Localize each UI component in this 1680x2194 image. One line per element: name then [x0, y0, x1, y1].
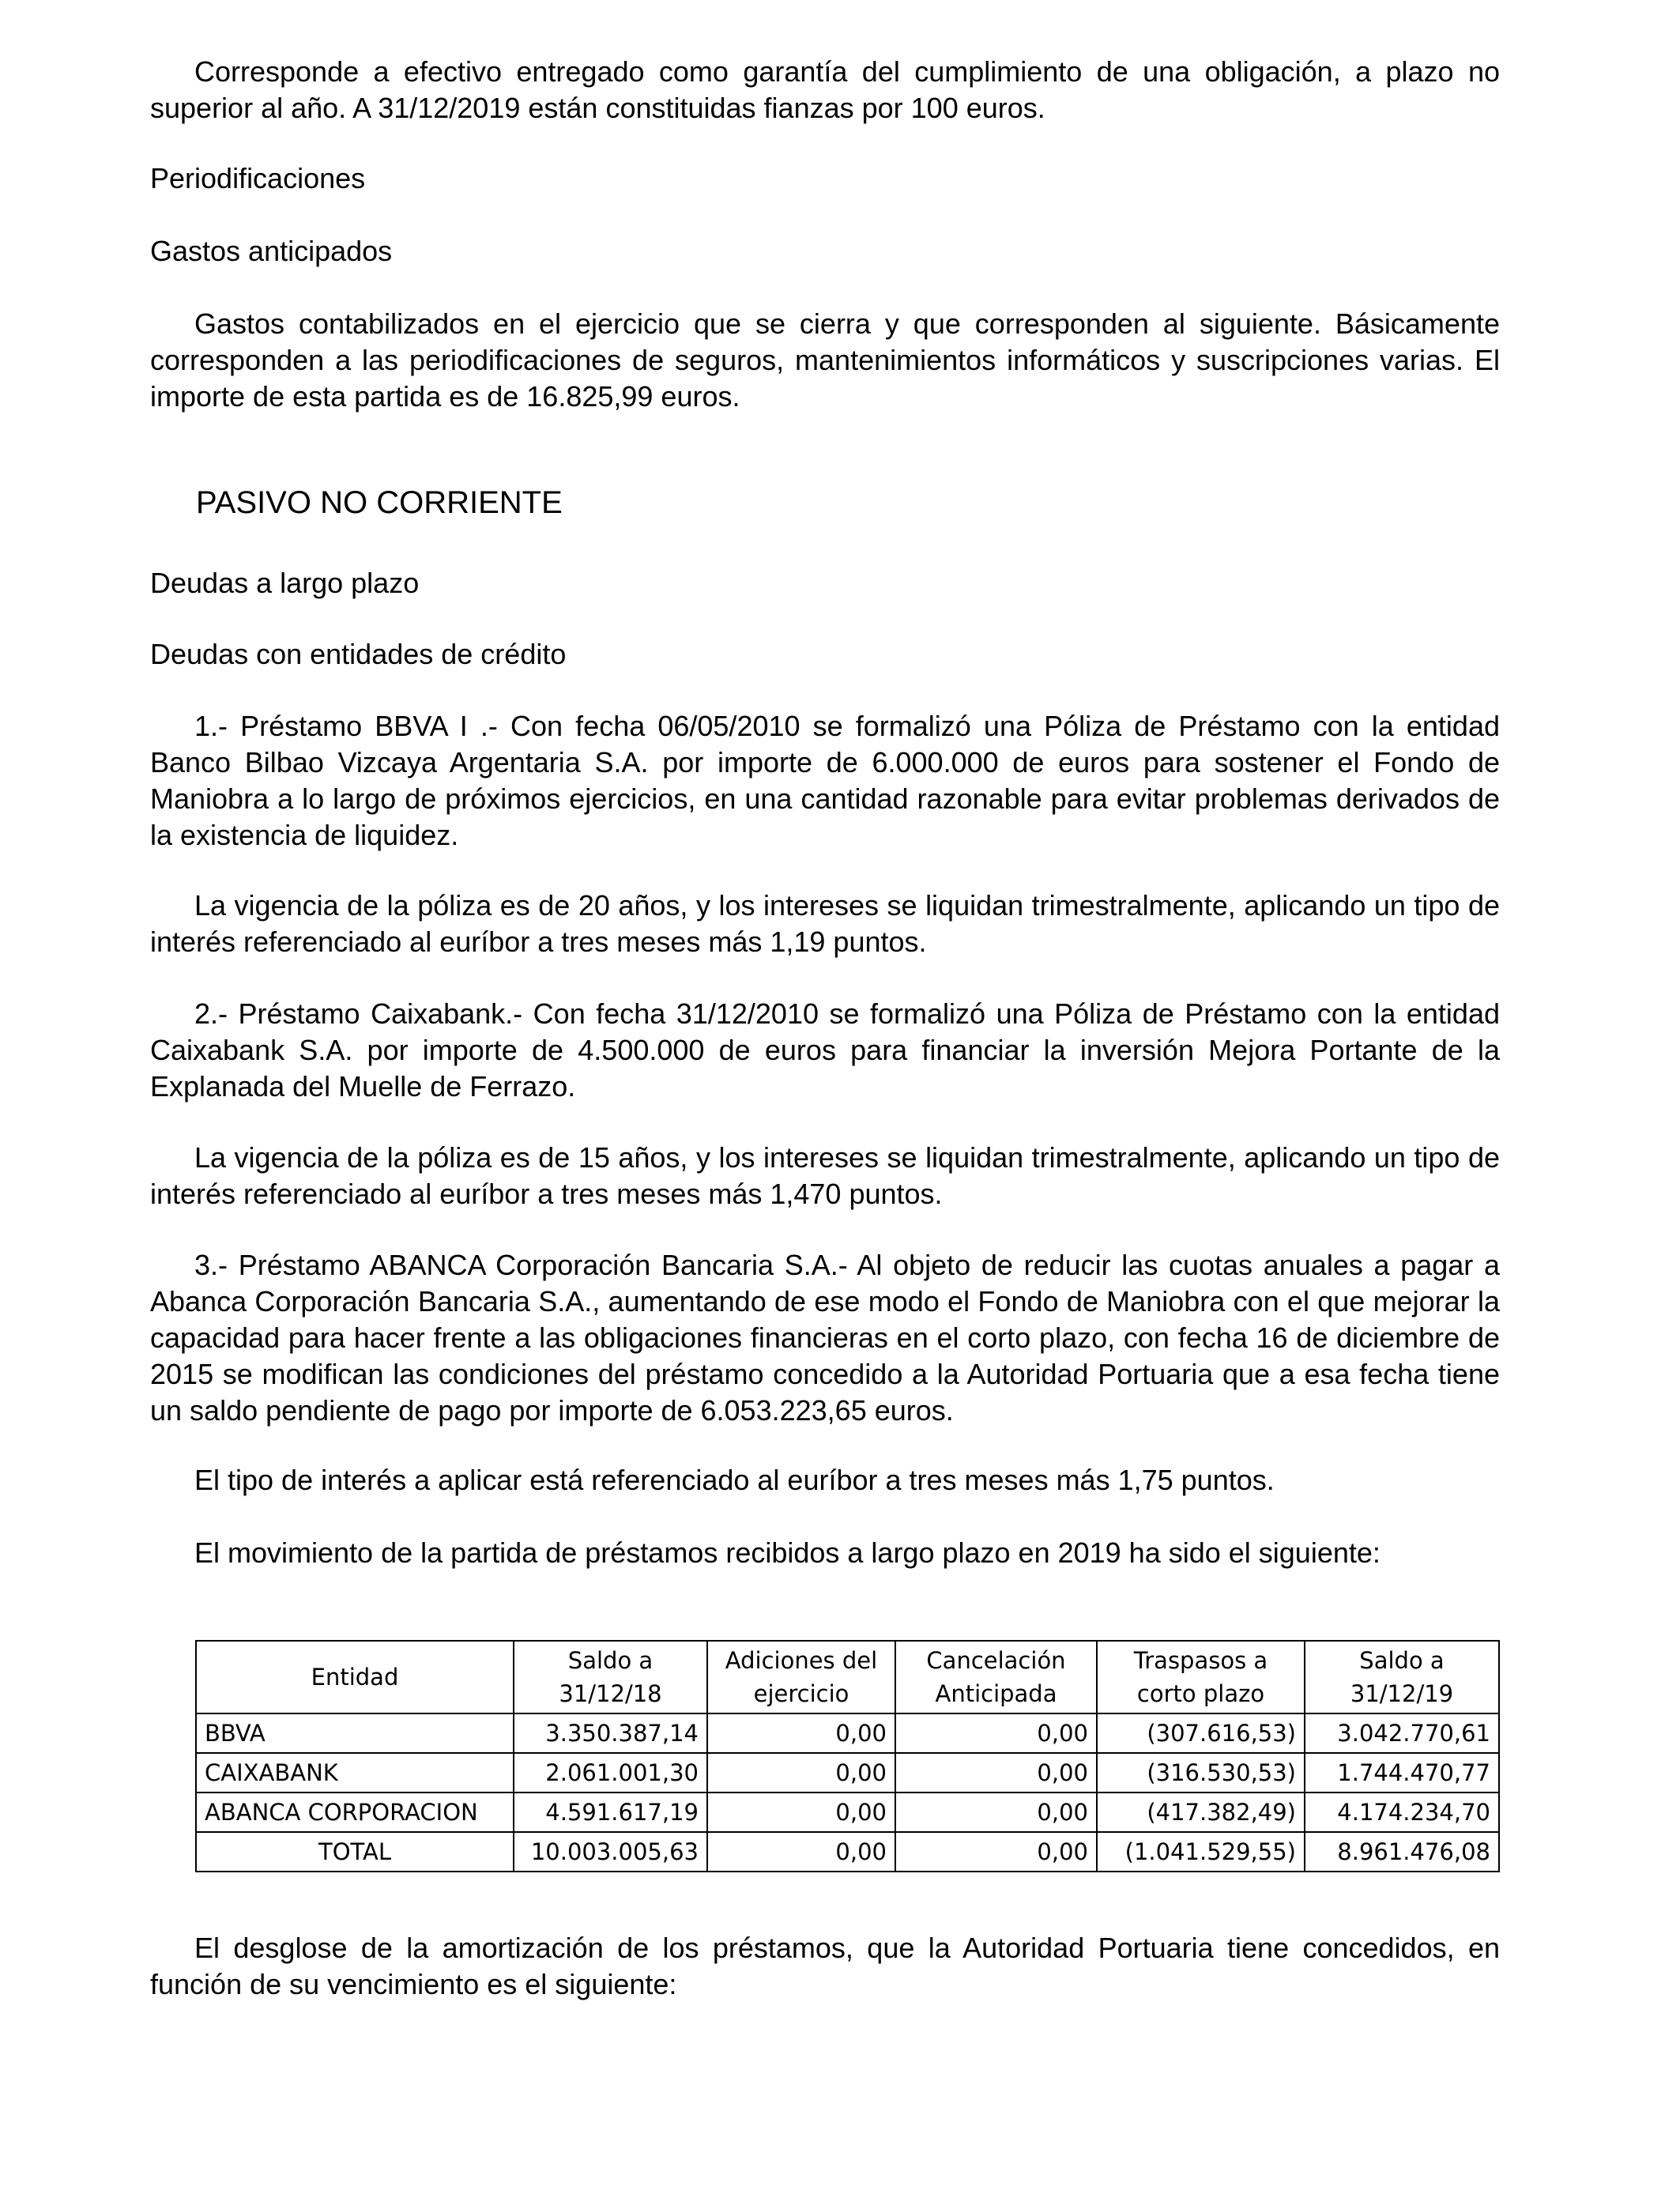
gastos-anticipados-paragraph: Gastos contabilizados en el ejercicio que se cierra y que corresponden al siguiente. Básicamente corresponden a las periodificaciones de seguros, mantenimientos informáticos y suscripciones varias. El importe de esta partida es de 16.825,99 euros. [150, 307, 1500, 413]
cell-traspasos: (316.530,53) [1097, 1753, 1305, 1793]
cell-saldo-final: 1.744.470,77 [1305, 1753, 1499, 1793]
table-header-row [196, 1641, 1499, 1713]
prestamo-abanca-paragraph: 3.- Préstamo ABANCA Corporación Bancaria S.A.- Al objeto de reducir las cuotas anuales a pagar a Abanca Corporación Bancaria S.A., aumentando de ese modo el Fondo de Maniobra con el que mejorar la capacidad para hacer frente a las obligaciones financieras en el corto plazo, con fecha 16 de diciembre de 2015 se modifican las condiciones del préstamo concedido a la Autoridad Portuaria que a esa fecha tiene un saldo pendiente de pago por importe de 6.053.223,65 euros. [150, 1249, 1500, 1427]
cell-saldo-final: 3.042.770,61 [1305, 1713, 1499, 1753]
cell-adiciones: 0,00 [707, 1793, 895, 1832]
bbva-vigencia-paragraph: La vigencia de la póliza es de 20 años, y los intereses se liquidan trimestralmente, aplicando un tipo de interés referenciado al euríbor a tres meses más 1,19 puntos. [150, 889, 1500, 958]
cell-saldo-inicial: 4.591.617,19 [514, 1793, 707, 1832]
caixabank-vigencia-paragraph: La vigencia de la póliza es de 15 años, y los intereses se liquidan trimestralmente, aplicando un tipo de interés referenciado al euríbor a tres meses más 1,470 puntos. [150, 1141, 1500, 1210]
deudas-largo-plazo-title: Deudas a largo plazo [150, 567, 420, 599]
movimiento-intro-paragraph: El movimiento de la partida de préstamos recibidos a largo plazo en 2019 ha sido el siguiente: [194, 1536, 1381, 1569]
header-adiciones: Adiciones del ejercicio [707, 1641, 895, 1713]
cell-adiciones: 0,00 [707, 1753, 895, 1793]
deudas-entidades-credito-title: Deudas con entidades de crédito [150, 638, 567, 670]
table-row [196, 1713, 1499, 1753]
header-saldo-final: Saldo a 31/12/19 [1305, 1641, 1499, 1713]
header-cancelacion: Cancelación Anticipada [895, 1641, 1097, 1713]
pasivo-no-corriente-heading: PASIVO NO CORRIENTE [196, 485, 563, 520]
cell-traspasos: (417.382,49) [1097, 1793, 1305, 1832]
header-entidad: Entidad [196, 1641, 514, 1713]
cell-total-saldo-inicial: 10.003.005,63 [514, 1832, 707, 1872]
gastos-anticipados-title: Gastos anticipados [150, 235, 393, 267]
table-total-row [196, 1832, 1499, 1872]
desglose-intro-paragraph: El desglose de la amortización de los préstamos, que la Autoridad Portuaria tiene concedidos, en función de su vencimiento es el siguiente: [150, 1932, 1500, 2000]
table-row [196, 1753, 1499, 1793]
abanca-interes-paragraph: El tipo de interés a aplicar está referenciado al euríbor a tres meses más 1,75 puntos. [194, 1464, 1275, 1496]
fianzas-paragraph: Corresponde a efectivo entregado como garantía del cumplimiento de una obligación, a plazo no superior al año. A 31/12/2019 están constituidas fianzas por 100 euros. [150, 55, 1500, 124]
periodificaciones-title: Periodificaciones [150, 162, 366, 194]
cell-saldo-inicial: 3.350.387,14 [514, 1713, 707, 1753]
cell-entidad: BBVA [196, 1713, 514, 1753]
cell-cancelacion: 0,00 [895, 1753, 1097, 1793]
cell-saldo-inicial: 2.061.001,30 [514, 1753, 707, 1793]
cell-total-cancelacion: 0,00 [895, 1832, 1097, 1872]
cell-total-adiciones: 0,00 [707, 1832, 895, 1872]
cell-traspasos: (307.616,53) [1097, 1713, 1305, 1753]
cell-entidad: ABANCA CORPORACION [196, 1793, 514, 1832]
header-traspasos: Traspasos a corto plazo [1097, 1641, 1305, 1713]
movimiento-prestamos-table [195, 1640, 1500, 1872]
table-row [196, 1793, 1499, 1832]
cell-total-label: TOTAL [196, 1832, 514, 1872]
prestamo-bbva-paragraph: 1.- Préstamo BBVA I .- Con fecha 06/05/2010 se formalizó una Póliza de Préstamo con la entidad Banco Bilbao Vizcaya Argentaria S.A. por importe de 6.000.000 de euros para sostener el Fondo de Maniobra a lo largo de próximos ejercicios, en una cantidad razonable para evitar problemas derivados de la existencia de liquidez. [150, 710, 1500, 851]
cell-cancelacion: 0,00 [895, 1793, 1097, 1832]
cell-cancelacion: 0,00 [895, 1713, 1097, 1753]
prestamo-caixabank-paragraph: 2.- Préstamo Caixabank.- Con fecha 31/12/2010 se formalizó una Póliza de Préstamo con la entidad Caixabank S.A. por importe de 4.500.000 de euros para financiar la inversión Mejora Portante de la Explanada del Muelle de Ferrazo. [150, 997, 1500, 1103]
cell-entidad: CAIXABANK [196, 1753, 514, 1793]
cell-total-traspasos: (1.041.529,55) [1097, 1832, 1305, 1872]
cell-saldo-final: 4.174.234,70 [1305, 1793, 1499, 1832]
cell-adiciones: 0,00 [707, 1713, 895, 1753]
cell-total-saldo-final: 8.961.476,08 [1305, 1832, 1499, 1872]
header-saldo-inicial: Saldo a 31/12/18 [514, 1641, 707, 1713]
